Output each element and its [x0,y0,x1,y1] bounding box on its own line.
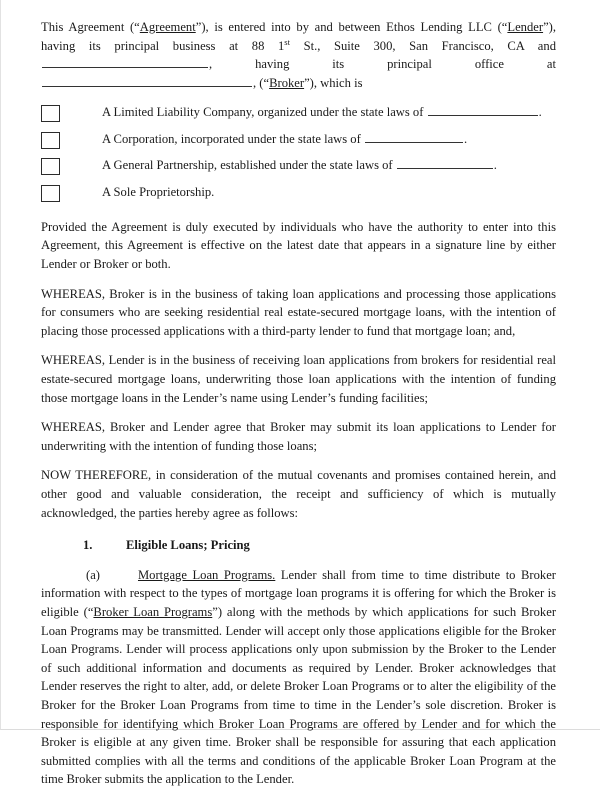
intro-mid4: , having its principal office at [209,57,556,72]
paragraph-now-therefore: NOW THEREFORE, in consideration of the mutual covenants and promises contained herein, and other good and valuable consideration, the receipt and sufficiency of which is mutually acknowledged, the parties hereby agree as follows: [41,468,556,520]
defined-term-agreement: Agreement [139,20,196,34]
checkbox-limited-liability-company[interactable] [41,105,60,122]
subsection-text-part2: ”) along with the methods by which applications for such Broker Loan Programs may be transmitted. Lender will accept only those applications eligible for the Broker Loan Programs. Lender will process applications only upon submission by the Broker to the Lender of such additional information and documents as required by Lender. Broker acknowledges that Lender reserves the right to alter, add, or delete Broker Loan Programs or to alter the eligibility of the Broker for the Broker Loan Programs from time to time in the Lender’s sole discretion. Broker is responsible for identifying which Broker Loan Programs are offered by Lender and for which the Broker is eligible at any given time. Broker shall be responsible for assuring that each application submitted complies with all the terms and conditions of the applicable Broker Loan Program at the time Broker submits the application to the Lender. [41,604,557,787]
checkbox-label [102,156,556,175]
list-item[interactable] [41,103,556,125]
defined-term-broker-loan-programs: Broker Loan Programs [93,604,213,619]
checkbox-corporation[interactable] [41,132,60,149]
list-item[interactable] [41,183,556,205]
checkbox-label [102,130,556,149]
section-title: Eligible Loans; Pricing [126,538,250,553]
checkbox-label [102,183,556,202]
subsection-heading: Mortgage Loan Programs. [137,567,276,582]
intro-mid3: St., Suite 300, San Francisco, CA and [289,38,556,53]
checkbox-text-end: . [538,105,542,120]
section-number: 1. [83,538,93,553]
subsection-label: (a) [86,567,100,582]
document-body [41,18,556,789]
paragraph-whereas-3: WHEREAS, Broker and Lender agree that Broker may submit its loan applications to Lender for underwriting with the intention of funding those loans; [41,420,556,453]
intro-prefix: This Agreement (“ [41,20,140,34]
intro-mid5: , (“ [253,75,270,90]
state-laws-blank[interactable] [365,131,463,143]
checkbox-text: A General Partnership, established under the state laws of [102,158,396,173]
entity-type-checklist [41,103,556,205]
checkbox-text: A Sole Proprietorship. [102,184,215,199]
subsection-a [41,566,556,789]
paragraph-provided: Provided the Agreement is duly executed by individuals who have the authority to enter into this Agreement, this Agreement is effective on the latest date that appears in a signature line by either Lender or Broker or both. [41,219,556,272]
checkbox-sole-proprietorship[interactable] [41,185,60,202]
checkbox-text: A Corporation, incorporated under the state laws of [102,131,364,146]
checkbox-general-partnership[interactable] [41,158,60,175]
paragraph-whereas-1: WHEREAS, Broker is in the business of taking loan applications and processing those applications for consumers who are seeking residential real estate-secured mortgage loans, with the intention of placing those processed applications with a third-party lender to fund that mortgage loan; and, [41,286,556,338]
section-heading-1 [41,536,556,555]
checkbox-label [102,103,556,122]
checkbox-text-end: . [463,131,468,146]
broker-office-blank[interactable] [42,75,252,87]
intro-mid1: ”), is entered into by and between Ethos Lending LLC (“ [195,20,508,34]
paragraph-whereas-2: WHEREAS, Lender is in the business of receiving loan applications from brokers for residential real estate-secured mortgage loans, underwriting those loan applications with the intention of funding those mortgage loans in the Lender’s name using Lender’s funding facilities; [41,353,556,405]
intro-mid2: ”), having its principal business at 88 1 [41,20,556,53]
intro-suffix: ”), which is [304,75,363,90]
checkbox-text-end: . [493,158,497,173]
defined-term-broker: Broker [269,75,305,90]
intro-paragraph [41,18,556,92]
checkbox-text: A Limited Liability Company, organized under the state laws of [102,105,427,120]
state-laws-blank[interactable] [428,105,538,117]
defined-term-lender: Lender [507,20,544,34]
subsection-text-part1: Lender shall from time to time distribute to Broker information with respect to the types of mortgage loan programs it is offering for which the Broker is eligible (“ [41,567,556,619]
state-laws-blank[interactable] [397,158,493,170]
broker-name-blank[interactable] [42,56,208,68]
ordinal-suffix: st [284,36,290,47]
list-item[interactable] [41,130,556,152]
list-item[interactable] [41,156,556,178]
